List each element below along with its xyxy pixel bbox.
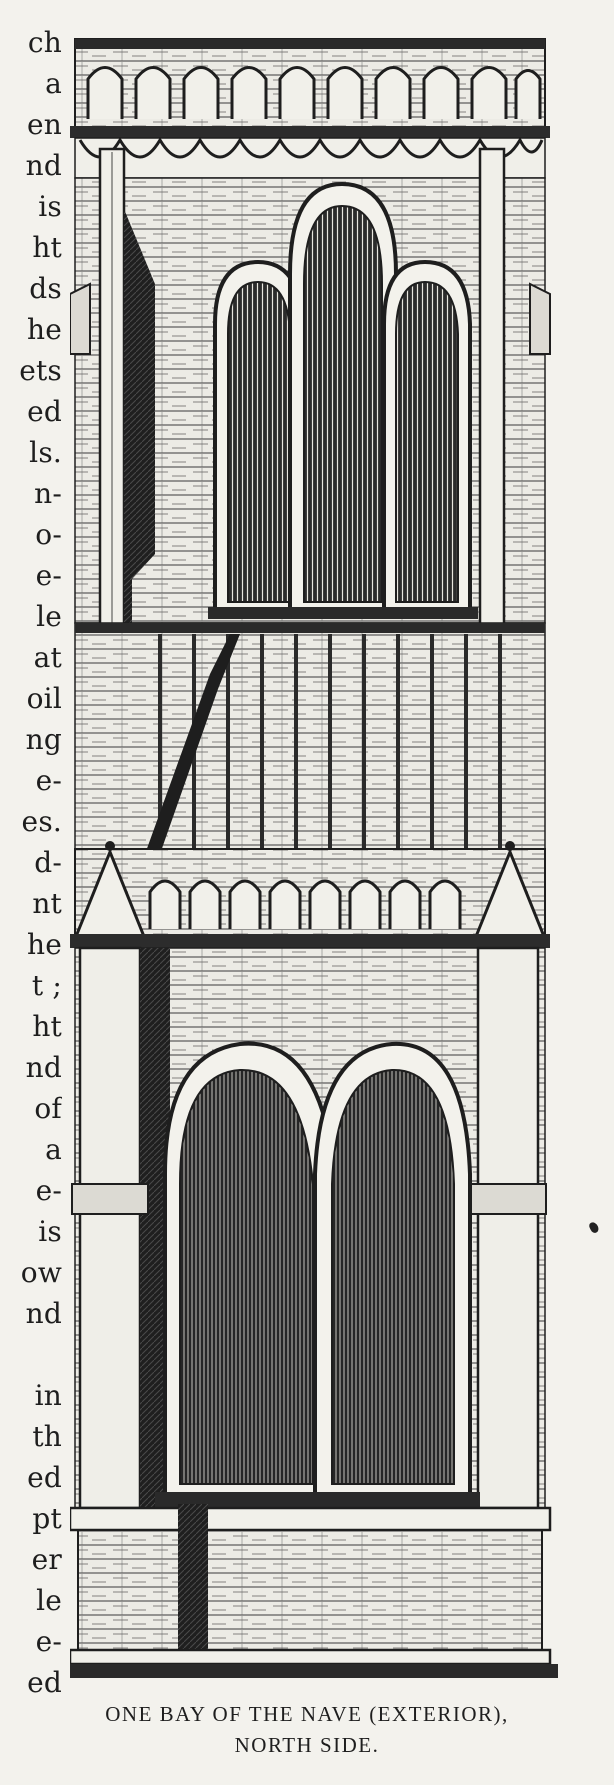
- figure-caption-line-2: NORTH SIDE.: [234, 1733, 380, 1757]
- body-text-fragment: e-: [35, 764, 62, 797]
- body-text-fragment: nd: [25, 149, 62, 182]
- body-text-fragment: nd: [25, 1051, 62, 1084]
- body-text-fragment: e-: [35, 1174, 62, 1207]
- nave-bay-engraving: [70, 34, 570, 1684]
- body-text-fragment: er: [31, 1543, 62, 1576]
- body-text-fragment: le: [36, 1584, 62, 1617]
- upper-corbel-table: [75, 138, 545, 178]
- body-text-fragment: at: [33, 641, 62, 674]
- body-text-fragment: e-: [35, 559, 62, 592]
- body-text-fragment: ed: [27, 1461, 62, 1494]
- body-text-fragment: pt: [32, 1502, 62, 1535]
- aisle-twin-lancet-window: [155, 1044, 480, 1508]
- figure-caption-line-1: ONE BAY OF THE NAVE (EXTERIOR),: [105, 1702, 509, 1726]
- body-text-fragment: t ;: [31, 969, 62, 1002]
- aisle-parapet: [70, 841, 550, 948]
- body-text-fragment: of: [34, 1092, 62, 1125]
- body-text-fragment: es.: [21, 805, 62, 838]
- body-text-fragment: ls.: [29, 436, 62, 469]
- body-text-fragment: en: [26, 108, 62, 141]
- body-text-fragment: ed: [27, 395, 62, 428]
- ink-speck: [588, 1221, 600, 1234]
- body-text-fragment: a: [45, 1133, 62, 1166]
- body-text-fragment: nd: [25, 1297, 62, 1330]
- body-text-fragment: is: [38, 190, 62, 223]
- body-text-fragment: [0, 1334, 62, 1375]
- body-text-fragment: o-: [35, 518, 62, 551]
- body-text-fragment: le: [36, 600, 62, 633]
- body-text-fragment: is: [38, 1215, 62, 1248]
- body-text-fragment: oil: [26, 682, 62, 715]
- body-text-fragment: he: [26, 928, 62, 961]
- body-text-fragment: ht: [32, 231, 62, 264]
- aisle-roof-balusters: [75, 623, 545, 855]
- body-text-fragment: ets: [19, 354, 62, 387]
- body-text-fragment: a: [45, 67, 62, 100]
- body-text-fragment: in: [34, 1379, 62, 1412]
- body-text-fragment: th: [32, 1420, 62, 1453]
- top-parapet: [70, 39, 550, 138]
- body-text-fragment: he: [26, 313, 62, 346]
- body-text-fragment: ht: [32, 1010, 62, 1043]
- body-text-fragment: ow: [20, 1256, 62, 1289]
- clipped-body-text-column: [0, 22, 62, 1703]
- plinth: [70, 1504, 558, 1678]
- body-text-fragment: n-: [34, 477, 62, 510]
- body-text-fragment: ds: [29, 272, 62, 305]
- body-text-fragment: ng: [25, 723, 62, 756]
- body-text-fragment: nt: [32, 887, 62, 920]
- body-text-fragment: e-: [35, 1625, 62, 1658]
- body-text-fragment: ch: [27, 26, 62, 59]
- body-text-fragment: ed: [27, 1666, 62, 1699]
- body-text-fragment: d-: [34, 846, 62, 879]
